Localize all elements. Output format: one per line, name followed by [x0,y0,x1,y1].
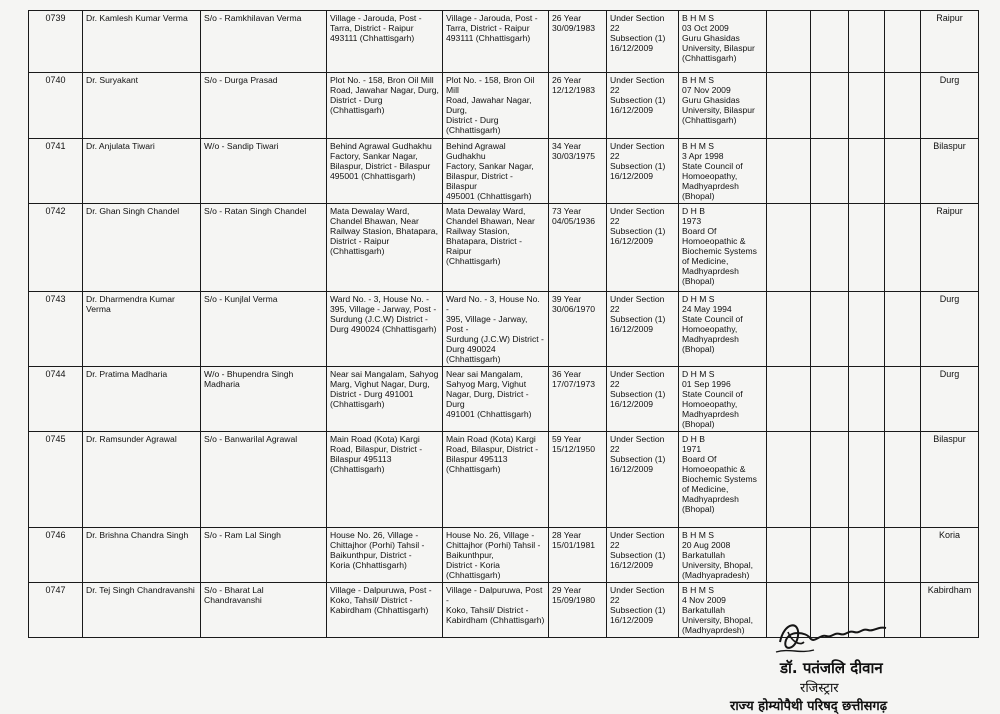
registration-cell: Under Section 22 Subsection (1) 16/12/2009 [607,292,679,367]
table-row [29,11,979,73]
table-row [29,292,979,367]
name-cell: Dr. Ramsunder Agrawal [83,432,201,528]
address-2-cell: Behind Agrawal Gudhakhu Factory, Sankar Nagar, Bilaspur, District - Bilaspur 495001 (Chhattisgarh) [443,139,549,204]
qualification-cell: B H M S 03 Oct 2009 Guru Ghasidas University, Bilaspur (Chhattisgarh) [679,11,767,73]
empty-cell [885,367,921,432]
name-cell: Dr. Kamlesh Kumar Verma [83,11,201,73]
empty-cell [811,432,849,528]
address-1-cell: Village - Jarouda, Post - Tarra, District - Raipur 493111 (Chhattisgarh) [327,11,443,73]
empty-cell [849,11,885,73]
registrar-signature-block [730,612,980,714]
empty-cell [885,292,921,367]
district-cell: Durg [921,292,979,367]
relation-cell: W/o - Sandip Tiwari [201,139,327,204]
address-2-cell: Village - Dalpuruwa, Post - Koko, Tahsil/ District - Kabirdham (Chhattisgarh) [443,583,549,638]
registration-cell: Under Section 22 Subsection (1) 16/12/2009 [607,73,679,139]
table-row [29,432,979,528]
serial-cell: 0740 [29,73,83,139]
age-dob-cell: 36 Year 17/07/1973 [549,367,607,432]
address-1-cell: Mata Dewalay Ward, Chandel Bhawan, Near Railway Stasion, Bhatapara, District - Raipur (Chhattisgarh) [327,204,443,292]
empty-cell [885,11,921,73]
empty-cell [767,367,811,432]
district-cell: Kabirdham [921,583,979,638]
relation-cell: S/o - Banwarilal Agrawal [201,432,327,528]
empty-cell [767,139,811,204]
empty-cell [885,73,921,139]
age-dob-cell: 73 Year 04/05/1936 [549,204,607,292]
empty-cell [849,139,885,204]
district-cell: Bilaspur [921,139,979,204]
address-1-cell: Behind Agrawal Gudhakhu Factory, Sankar Nagar, Bilaspur, District - Bilaspur 495001 (Chhattisgarh) [327,139,443,204]
registration-cell: Under Section 22 Subsection (1) 16/12/2009 [607,528,679,583]
table-row [29,73,979,139]
table-row [29,367,979,432]
serial-cell: 0746 [29,528,83,583]
address-1-cell: Plot No. - 158, Bron Oil Mill Road, Jawahar Nagar, Durg, District - Durg (Chhattisgarh) [327,73,443,139]
district-cell: Raipur [921,11,979,73]
qualification-cell: D H M S 01 Sep 1996 State Council of Homoeopathy, Madhyaprdesh (Bhopal) [679,367,767,432]
council-name: राज्य होम्योपैथी परिषद् छत्तीसगढ़ [730,699,888,714]
relation-cell: S/o - Ram Lal Singh [201,528,327,583]
empty-cell [885,204,921,292]
name-cell: Dr. Brishna Chandra Singh [83,528,201,583]
serial-cell: 0741 [29,139,83,204]
registration-cell: Under Section 22 Subsection (1) 16/12/2009 [607,204,679,292]
registrar-title: रजिस्ट्रार [800,681,839,696]
address-1-cell: Main Road (Kota) Kargi Road, Bilaspur, District - Bilaspur 495113 (Chhattisgarh) [327,432,443,528]
address-1-cell: House No. 26, Village - Chittajhor (Porhi) Tahsil - Baikunthpur, District - Koria (Chhattisgarh) [327,528,443,583]
address-2-cell: Village - Jarouda, Post - Tarra, District - Raipur 493111 (Chhattisgarh) [443,11,549,73]
name-cell: Dr. Ghan Singh Chandel [83,204,201,292]
empty-cell [811,367,849,432]
district-cell: Bilaspur [921,432,979,528]
qualification-cell: B H M S 4 Nov 2009 Barkatullah University, Bhopal, (Madhyaprdesh) [679,583,767,638]
age-dob-cell: 26 Year 12/12/1983 [549,73,607,139]
registrar-name: डॉ. पतंजलि दीवान [780,659,883,677]
empty-cell [885,528,921,583]
empty-cell [849,292,885,367]
empty-cell [767,528,811,583]
empty-cell [767,292,811,367]
empty-cell [885,432,921,528]
serial-cell: 0743 [29,292,83,367]
relation-cell: S/o - Ratan Singh Chandel [201,204,327,292]
empty-cell [849,432,885,528]
age-dob-cell: 28 Year 15/01/1981 [549,528,607,583]
registration-cell: Under Section 22 Subsection (1) 16/12/2009 [607,432,679,528]
address-2-cell: Main Road (Kota) Kargi Road, Bilaspur, District - Bilaspur 495113 (Chhattisgarh) [443,432,549,528]
qualification-cell: D H B 1973 Board Of Homoeopathic & Biochemic Systems of Medicine, Madhyaprdesh (Bhopal) [679,204,767,292]
district-cell: Durg [921,73,979,139]
qualification-cell: B H M S 3 Apr 1998 State Council of Homoeopathy, Madhyaprdesh (Bhopal) [679,139,767,204]
relation-cell: S/o - Bharat Lal Chandravanshi [201,583,327,638]
relation-cell: S/o - Durga Prasad [201,73,327,139]
serial-cell: 0745 [29,432,83,528]
address-2-cell: Mata Dewalay Ward, Chandel Bhawan, Near Railway Stasion, Bhatapara, District - Raipur (Chhattisgarh) [443,204,549,292]
address-1-cell: Ward No. - 3, House No. - 395, Village - Jarway, Post - Surdung (J.C.W) District - Durg 490024 (Chhattisgarh) [327,292,443,367]
name-cell: Dr. Suryakant [83,73,201,139]
register-table [28,10,979,638]
empty-cell [849,204,885,292]
empty-cell [849,73,885,139]
relation-cell: S/o - Ramkhilavan Verma [201,11,327,73]
address-2-cell: Ward No. - 3, House No. - 395, Village - Jarway, Post - Surdung (J.C.W) District - Durg 490024 (Chhattisgarh) [443,292,549,367]
qualification-cell: B H M S 20 Aug 2008 Barkatullah University, Bhopal, (Madhyapradesh) [679,528,767,583]
registration-cell: Under Section 22 Subsection (1) 16/12/2009 [607,583,679,638]
age-dob-cell: 34 Year 30/03/1975 [549,139,607,204]
age-dob-cell: 59 Year 15/12/1950 [549,432,607,528]
address-1-cell: Village - Dalpuruwa, Post - Koko, Tahsil/ District - Kabirdham (Chhattisgarh) [327,583,443,638]
age-dob-cell: 39 Year 30/06/1970 [549,292,607,367]
empty-cell [811,73,849,139]
empty-cell [811,528,849,583]
table-row [29,528,979,583]
district-cell: Raipur [921,204,979,292]
address-2-cell: Plot No. - 158, Bron Oil Mill Road, Jawahar Nagar, Durg, District - Durg (Chhattisgarh) [443,73,549,139]
empty-cell [767,73,811,139]
district-cell: Durg [921,367,979,432]
qualification-cell: B H M S 07 Nov 2009 Guru Ghasidas University, Bilaspur (Chhattisgarh) [679,73,767,139]
age-dob-cell: 26 Year 30/09/1983 [549,11,607,73]
empty-cell [767,432,811,528]
serial-cell: 0744 [29,367,83,432]
registration-cell: Under Section 22 Subsection (1) 16/12/2009 [607,11,679,73]
name-cell: Dr. Pratima Madharia [83,367,201,432]
empty-cell [849,367,885,432]
age-dob-cell: 29 Year 15/09/1980 [549,583,607,638]
registration-cell: Under Section 22 Subsection (1) 16/12/2009 [607,367,679,432]
qualification-cell: D H B 1971 Board Of Homoeopathic & Biochemic Systems of Medicine, Madhyaprdesh (Bhopal) [679,432,767,528]
name-cell: Dr. Anjulata Tiwari [83,139,201,204]
empty-cell [811,139,849,204]
empty-cell [885,139,921,204]
address-2-cell: Near sai Mangalam, Sahyog Marg, Vighut Nagar, Durg, District - Durg 491001 (Chhattisgarh) [443,367,549,432]
serial-cell: 0747 [29,583,83,638]
serial-cell: 0739 [29,11,83,73]
empty-cell [811,292,849,367]
table-row [29,204,979,292]
address-1-cell: Near sai Mangalam, Sahyog Marg, Vighut Nagar, Durg, District - Durg 491001 (Chhattisgarh) [327,367,443,432]
empty-cell [849,528,885,583]
empty-cell [767,11,811,73]
serial-cell: 0742 [29,204,83,292]
address-2-cell: House No. 26, Village - Chittajhor (Porhi) Tahsil - Baikunthpur, District - Koria (Chhattisgarh) [443,528,549,583]
empty-cell [767,204,811,292]
relation-cell: S/o - Kunjlal Verma [201,292,327,367]
handwritten-signature [770,612,900,662]
name-cell: Dr. Tej Singh Chandravanshi [83,583,201,638]
empty-cell [811,11,849,73]
relation-cell: W/o - Bhupendra Singh Madharia [201,367,327,432]
name-cell: Dr. Dharmendra Kumar Verma [83,292,201,367]
register-body [29,11,979,638]
table-row [29,139,979,204]
qualification-cell: D H M S 24 May 1994 State Council of Homoeopathy, Madhyaprdesh (Bhopal) [679,292,767,367]
empty-cell [811,204,849,292]
registration-cell: Under Section 22 Subsection (1) 16/12/2009 [607,139,679,204]
district-cell: Koria [921,528,979,583]
